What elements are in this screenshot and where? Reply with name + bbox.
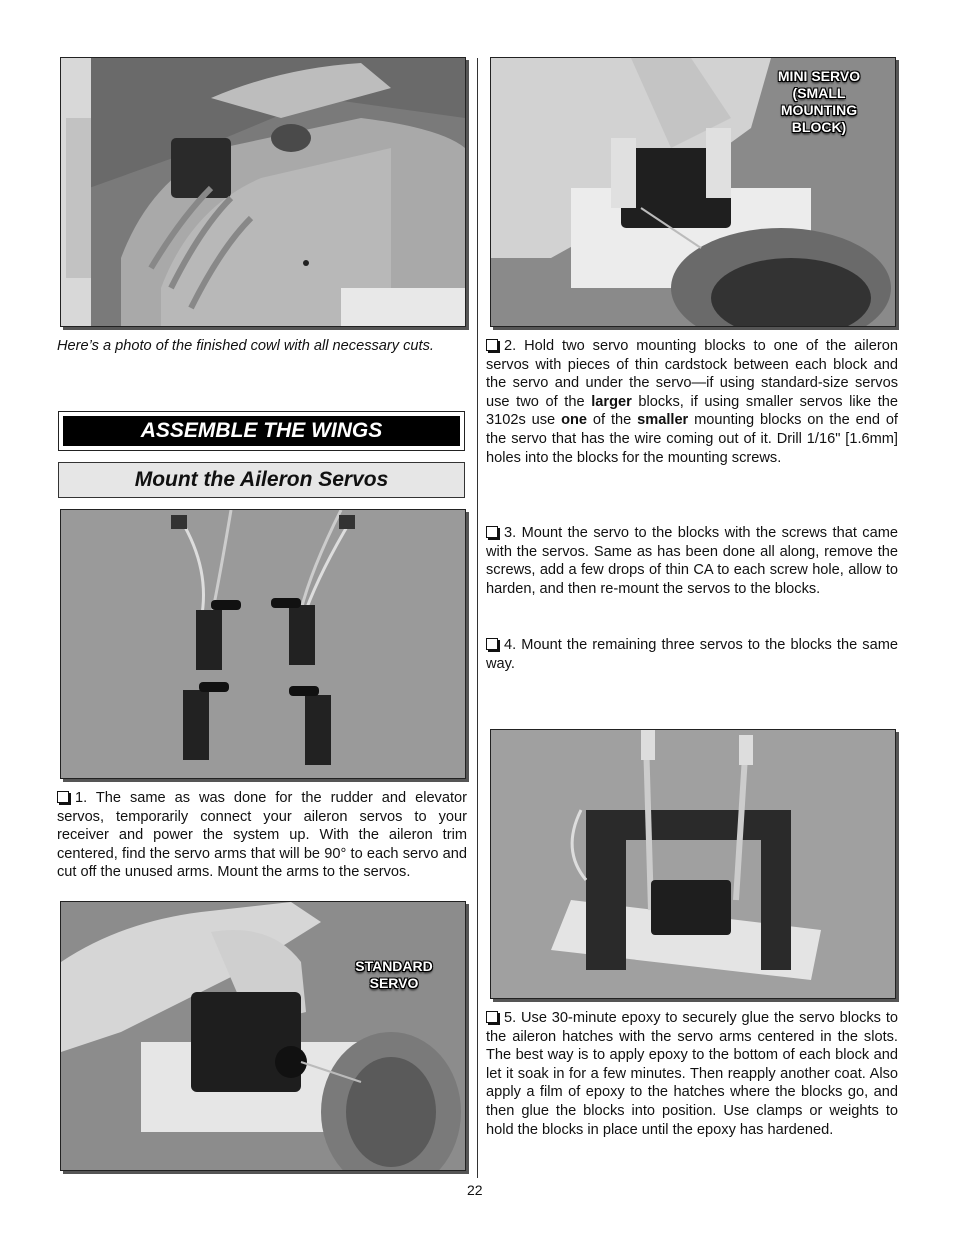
- subsection-heading: Mount the Aileron Servos: [58, 462, 465, 498]
- servos-group-photo: [60, 509, 466, 779]
- step2-text: 2. Hold two servo mounting blocks to one of the aileron servos with pieces of thin cardstock between each block and the servo and under the servo—if using standard-size servos use two of the larger blocks, if using smaller servos like the 3102s use one of the smaller mounting blocks on the end of the servo that has the wire coming out of it. Drill 1/16" [1.6mm] holes into the blocks for the mounting screws.: [486, 338, 898, 466]
- section-heading: ASSEMBLE THE WINGS: [58, 411, 465, 451]
- checkbox-icon[interactable]: [486, 339, 498, 351]
- step3-text: 3. Mount the servo to the blocks with the screws that came with the servos. Same as has been done all along, remove the screws, add a few drops of thin CA to each screw hole, allow to harden, and then re-mount the servos to the blocks.: [486, 525, 898, 597]
- standard-servo-photo: [60, 901, 466, 1171]
- column-divider: [477, 58, 478, 1178]
- step1-text: 1. The same as was done for the rudder and elevator servos, temporarily connect your aileron servos to your receiver and power the system up. With the aileron trim centered, find the servo arms that will be 90° to each servo and cut off the unused arms. Mount the arms to the servos.: [57, 790, 467, 881]
- page-number: 22: [467, 1182, 483, 1198]
- clamped-servo-photo: [490, 729, 896, 999]
- step4-text: 4. Mount the remaining three servos to the blocks the same way.: [486, 637, 898, 672]
- checkbox-icon[interactable]: [486, 526, 498, 538]
- checkbox-icon[interactable]: [486, 1011, 498, 1023]
- checkbox-icon[interactable]: [486, 638, 498, 650]
- step5-text: 5. Use 30-minute epoxy to securely glue the servo blocks to the aileron hatches with the servo arms centered in the slots. The best way is to apply epoxy to the bottom of each block and let it soak in for a few minutes. Then reapply another coat. Also apply a film of epoxy to the hatches where the blocks go, and then glue the blocks into position. Use clamps or weights to hold the blocks in place until the epoxy has hardened.: [486, 1010, 898, 1138]
- standard-servo-label: STANDARD SERVO: [355, 958, 433, 991]
- cowl-photo: [60, 57, 466, 327]
- mini-servo-photo: [490, 57, 896, 327]
- checkbox-icon[interactable]: [57, 791, 69, 803]
- cowl-caption: Here’s a photo of the finished cowl with all necessary cuts.: [57, 338, 434, 354]
- mini-servo-label: MINI SERVO (SMALL MOUNTING BLOCK): [777, 68, 861, 135]
